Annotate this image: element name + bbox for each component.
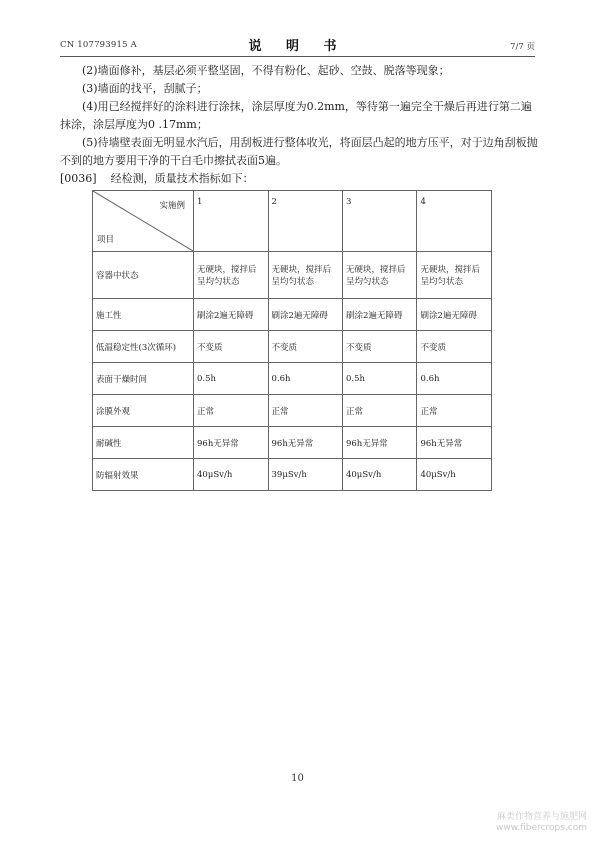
table-row: [93, 331, 492, 363]
table-row: [93, 363, 492, 395]
table-cell: 0.5h: [342, 363, 416, 395]
watermark-url: www.fibercrops.com: [496, 823, 587, 833]
table-cell: 正常: [194, 395, 268, 427]
corner-label-item: 项目: [97, 235, 115, 245]
page-indicator: 7/7 页: [510, 42, 535, 52]
table-cell: 0.5h: [194, 363, 268, 395]
site-watermark: [496, 812, 587, 834]
table-cell: 40μSv/h: [194, 459, 268, 491]
table-cell: 不变质: [268, 331, 342, 363]
table-cell: 不变质: [417, 331, 492, 363]
table-cell: 无硬块，搅拌后呈均匀状态: [342, 252, 416, 299]
row-label: 低温稳定性(3次循环): [93, 331, 194, 363]
table-cell: 无硬块，搅拌后呈均匀状态: [268, 252, 342, 299]
row-label: 施工性: [93, 299, 194, 331]
table-cell: 不变质: [342, 331, 416, 363]
column-header: 4: [417, 191, 492, 252]
paragraph-0036: [60, 170, 540, 188]
table-row: [93, 252, 492, 299]
table-row: [93, 395, 492, 427]
column-header: 1: [194, 191, 268, 252]
column-header: 2: [268, 191, 342, 252]
paragraph-step-4: (4)用已经搅拌好的涂料进行涂抹，涂层厚度为0.2mm，等待第一遍完全干燥后再进行第二遍抹涂，涂层厚度为0 .17mm；: [60, 100, 532, 131]
page-title: 说 明 书: [248, 39, 347, 54]
table-cell: 39μSv/h: [268, 459, 342, 491]
paragraph-step-3: (3)墙面的找平，刮腻子；: [82, 82, 208, 95]
row-label: 涂膜外观: [93, 395, 194, 427]
table-row: [93, 299, 492, 331]
table-corner-cell: [93, 191, 194, 252]
table-cell: 刷涂2遍无障碍: [417, 299, 492, 331]
paragraph-step-2: (2)墙面修补，基层必须平整坚固，不得有粉化、起砂、空鼓、脱落等现象；: [82, 64, 450, 77]
table-cell: 刷涂2遍无障碍: [268, 299, 342, 331]
watermark-title: 麻类作物营养与施肥网: [496, 812, 587, 822]
row-label: 防辐射效果: [93, 459, 194, 491]
table-cell: 96h无异常: [417, 427, 492, 459]
table-cell: 无硬块，搅拌后呈均匀状态: [194, 252, 268, 299]
page-number: 10: [291, 773, 304, 784]
table-cell: 正常: [268, 395, 342, 427]
row-label: 容器中状态: [93, 252, 194, 299]
table-cell: 40μSv/h: [342, 459, 416, 491]
column-header: 3: [342, 191, 416, 252]
paragraph-step-5: (5)待墙壁表面无明显水汽后，用刮板进行整体收光，将面层凸起的地方压平，对于边角刮板抛不到的地方要用干净的干白毛巾擦拭表面5遍。: [60, 136, 538, 167]
table-header-row: [93, 191, 492, 252]
table-cell: 0.6h: [268, 363, 342, 395]
table-cell: 正常: [342, 395, 416, 427]
table-cell: 无硬块，搅拌后呈均匀状态: [417, 252, 492, 299]
header-divider: [60, 56, 535, 57]
table-row: [93, 459, 492, 491]
table-cell: 刷涂2遍无障碍: [342, 299, 416, 331]
table-row: [93, 427, 492, 459]
table-cell: 正常: [417, 395, 492, 427]
table-cell: 96h无异常: [194, 427, 268, 459]
corner-label-example: 实施例: [159, 201, 186, 211]
table-cell: 40μSv/h: [417, 459, 492, 491]
table-cell: 刷涂2遍无障碍: [194, 299, 268, 331]
paragraph-number: [0036]: [60, 172, 97, 185]
paragraph-text: 经检测，质量技术指标如下：: [110, 172, 254, 185]
table-cell: 不变质: [194, 331, 268, 363]
table-cell: 96h无异常: [342, 427, 416, 459]
table-cell: 96h无异常: [268, 427, 342, 459]
row-label: 表面干燥时间: [93, 363, 194, 395]
table-cell: 0.6h: [417, 363, 492, 395]
patent-number: CN 107793915 A: [60, 40, 137, 50]
row-label: 耐碱性: [93, 427, 194, 459]
quality-index-table: [92, 190, 492, 491]
